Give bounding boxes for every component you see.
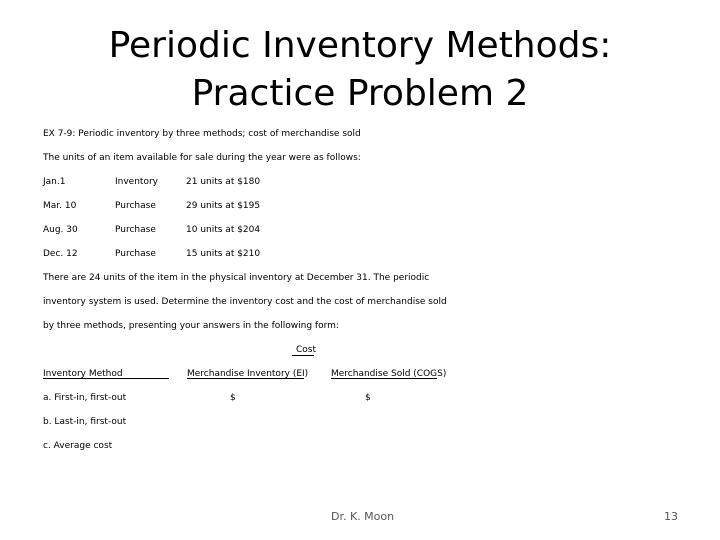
column-header-ei: Merchandise Inventory (EI) (187, 369, 309, 379)
footer-author: Dr. K. Moon (331, 510, 395, 523)
column-header-method: Inventory Method (43, 369, 123, 379)
paragraph-line: inventory system is used. Determine the inventory cost and the cost of merchandise sold (43, 297, 447, 307)
row-detail: 29 units at $195 (186, 201, 261, 211)
row-type: Purchase (115, 201, 156, 211)
paragraph-line: There are 24 units of the item in the physical inventory at December 31. The periodic (43, 273, 430, 283)
paragraph-line: by three methods, presenting your answers in the following form: (43, 321, 339, 331)
column-rule-method (43, 378, 169, 379)
column-header-cogs: Merchandise Sold (COGS) (331, 369, 447, 379)
title-line-2: Practice Problem 2 (191, 73, 529, 114)
table-cell-cogs: $ (365, 393, 371, 403)
slide-title (0, 22, 720, 118)
row-date: Aug. 30 (43, 225, 78, 235)
title-line-1: Periodic Inventory Methods: (108, 25, 612, 66)
row-detail: 15 units at $210 (186, 249, 261, 259)
row-type: Purchase (115, 249, 156, 259)
intro-text: The units of an item available for sale during the year were as follows: (43, 153, 361, 163)
problem-reference: EX 7-9: Periodic inventory by three methods; cost of merchandise sold (43, 129, 361, 139)
row-type: Purchase (115, 225, 156, 235)
cost-header: Cost (296, 345, 317, 355)
row-detail: 21 units at $180 (186, 177, 261, 187)
cost-header-rule (292, 355, 314, 356)
row-date: Mar. 10 (43, 201, 77, 211)
column-rule-ei (187, 378, 304, 379)
row-detail: 10 units at $204 (186, 225, 261, 235)
row-type: Inventory (115, 177, 158, 187)
column-rule-cogs (331, 378, 437, 379)
table-cell-ei: $ (230, 393, 236, 403)
row-date: Dec. 12 (43, 249, 78, 259)
row-date: Jan.1 (43, 177, 66, 187)
table-row-method: b. Last-in, first-out (43, 417, 127, 427)
page-number: 13 (664, 510, 678, 523)
table-row-method: c. Average cost (43, 441, 113, 451)
table-row-method: a. First-in, first-out (43, 393, 127, 403)
